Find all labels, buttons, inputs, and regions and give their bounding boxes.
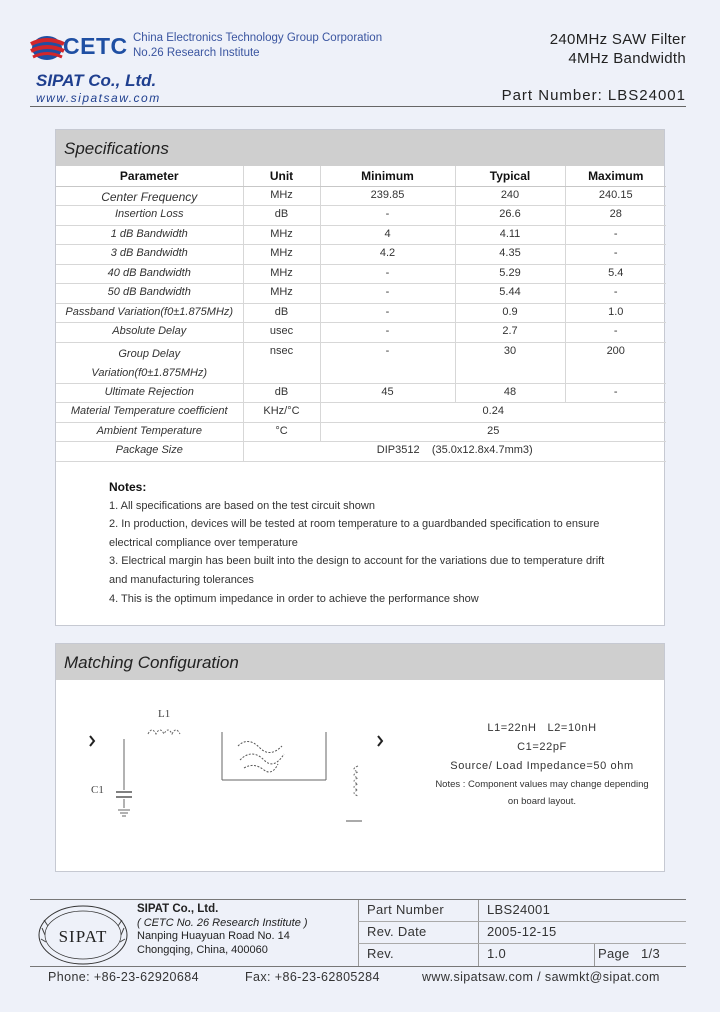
specifications-heading: Specifications (56, 130, 664, 166)
footer-divider-2 (478, 900, 479, 966)
header-divider (30, 106, 686, 107)
unit-cell: nsec (243, 342, 320, 383)
c1-label: C1 (91, 784, 104, 796)
footer-part-number-label: Part Number (367, 902, 444, 917)
table-row (56, 342, 666, 383)
unit-cell: dB (243, 383, 320, 403)
col-typical: Typical (455, 166, 565, 186)
footer-address-2: Chongqing, China, 400060 (137, 943, 268, 956)
inductor-l1-icon (148, 730, 180, 734)
table-row (56, 303, 666, 323)
param-cell: Passband Variation(f0±1.875MHz) (56, 303, 243, 323)
min-cell: 4 (320, 225, 455, 245)
footer-page-value: 1/3 (641, 946, 660, 961)
note-line: 3. Electrical margin has been built into the design to account for the variations due to temperature drift (109, 555, 605, 568)
footer-row-rule-2 (358, 943, 686, 944)
typ-cell: 5.29 (455, 264, 565, 284)
unit-cell: usec (243, 323, 320, 343)
matching-heading: Matching Configuration (56, 644, 664, 680)
param-cell-line-1: Group Delay (118, 347, 181, 360)
param-cell (56, 342, 243, 383)
typ-cell: 30 (455, 342, 565, 383)
company-line-1: China Electronics Technology Group Corporation (133, 32, 383, 44)
param-cell: Insertion Loss (56, 206, 243, 226)
param-cell: Center Frequency (56, 186, 243, 206)
part-number-title: Part Number: LBS24001 (501, 87, 686, 104)
footer-bottom-rule (30, 966, 686, 967)
max-cell: - (565, 323, 666, 343)
unit-cell: MHz (243, 264, 320, 284)
inductor-l2-icon (346, 766, 362, 821)
website-link[interactable]: www.sipatsaw.com (36, 91, 161, 105)
param-cell: Ambient Temperature (56, 422, 243, 442)
component-values (424, 719, 660, 810)
unit-cell: KHz/°C (243, 403, 320, 423)
footer-rev-value: 1.0 (487, 946, 506, 961)
value-cell: DIP3512 (35.0x12.8x4.7mm3) (243, 442, 666, 462)
l1-label: L1 (158, 708, 171, 720)
inductor-values: L1=22nH L2=10nH (487, 722, 597, 734)
max-cell: - (565, 284, 666, 304)
table-row (56, 442, 666, 462)
table-header-row (56, 166, 666, 186)
notes-title: Notes: (109, 480, 147, 494)
note-line: electrical compliance over temperature (109, 536, 298, 549)
matching-note-line-1: Notes : Component values may change depending (435, 779, 649, 790)
max-cell: 5.4 (565, 264, 666, 284)
cetc-logo (30, 30, 130, 70)
typ-cell: 240 (455, 186, 565, 206)
param-cell: Ultimate Rejection (56, 383, 243, 403)
footer-web-email[interactable]: www.sipatsaw.com / sawmkt@sipat.com (422, 970, 660, 984)
min-cell: - (320, 206, 455, 226)
min-cell: 45 (320, 383, 455, 403)
input-port-icon (90, 736, 94, 746)
table-row (56, 186, 666, 206)
min-cell: - (320, 303, 455, 323)
output-port-icon (378, 736, 382, 746)
table-row (56, 403, 666, 423)
sipat-name: SIPAT Co., Ltd. (36, 71, 157, 90)
matching-circuit-diagram (76, 694, 396, 834)
typ-cell: 48 (455, 383, 565, 403)
col-parameter: Parameter (56, 166, 243, 186)
footer-address-1: Nanping Huayuan Road No. 14 (137, 930, 290, 942)
min-cell: - (320, 284, 455, 304)
table-row (56, 422, 666, 442)
footer-phone: Phone: +86-23-62920684 (48, 970, 199, 984)
table-row (56, 383, 666, 403)
table-row (56, 225, 666, 245)
footer-company-sub: ( CETC No. 26 Research Institute ) (137, 916, 308, 929)
unit-cell: MHz (243, 225, 320, 245)
product-title-line-2: 4MHz Bandwidth (568, 50, 686, 67)
min-cell: - (320, 342, 455, 383)
unit-cell: °C (243, 422, 320, 442)
cetc-logo-text: CETC (63, 33, 128, 59)
matching-panel (55, 643, 665, 872)
table-row (56, 245, 666, 265)
table-row (56, 323, 666, 343)
table-row (56, 264, 666, 284)
unit-cell: MHz (243, 245, 320, 265)
cetc-globe-icon (30, 32, 66, 62)
max-cell: - (565, 245, 666, 265)
typ-cell: 0.9 (455, 303, 565, 323)
unit-cell: MHz (243, 284, 320, 304)
typ-cell: 4.35 (455, 245, 565, 265)
typ-cell: 2.7 (455, 323, 565, 343)
param-cell: 40 dB Bandwidth (56, 264, 243, 284)
company-line-2: No.26 Research Institute (133, 47, 260, 59)
max-cell: 1.0 (565, 303, 666, 323)
footer-divider-3 (594, 943, 595, 966)
value-cell: 25 (320, 422, 666, 442)
typ-cell: 26.6 (455, 206, 565, 226)
typ-cell: 4.11 (455, 225, 565, 245)
footer-row-rule-1 (358, 921, 686, 922)
footer-part-number-value: LBS24001 (487, 902, 551, 917)
footer-divider-1 (358, 900, 359, 966)
footer-company-name: SIPAT Co., Ltd. (137, 903, 219, 915)
matching-note-line-2: on board layout. (507, 796, 577, 807)
param-cell: Absolute Delay (56, 323, 243, 343)
table-row (56, 284, 666, 304)
max-cell: - (565, 383, 666, 403)
param-cell-line-2: Variation(f0±1.875MHz) (91, 366, 208, 379)
footer-rev-date-value: 2005-12-15 (487, 924, 557, 939)
unit-cell: dB (243, 303, 320, 323)
note-line: 2. In production, devices will be tested at room temperature to a guardbanded specification to ensure (109, 518, 600, 531)
note-line: and manufacturing tolerances (109, 573, 254, 586)
max-cell: 240.15 (565, 186, 666, 206)
specifications-table (56, 166, 666, 462)
capacitor-c1-icon (116, 739, 132, 816)
sipat-seal-icon (36, 904, 130, 966)
min-cell: 4.2 (320, 245, 455, 265)
param-cell: 1 dB Bandwidth (56, 225, 243, 245)
specifications-panel (55, 129, 665, 626)
note-line: 1. All specifications are based on the test circuit shown (109, 499, 375, 512)
value-cell: 0.24 (320, 403, 666, 423)
max-cell: 28 (565, 206, 666, 226)
footer-company-block (137, 903, 308, 957)
footer-fax: Fax: +86-23-62805284 (245, 970, 380, 984)
param-cell: 3 dB Bandwidth (56, 245, 243, 265)
unit-cell: dB (243, 206, 320, 226)
seal-text: SIPAT (58, 927, 108, 946)
footer-rev-date-label: Rev. Date (367, 924, 427, 939)
max-cell: 200 (565, 342, 666, 383)
table-row (56, 206, 666, 226)
product-title-line-1: 240MHz SAW Filter (549, 31, 686, 48)
note-line: 4. This is the optimum impedance in order to achieve the performance show (109, 592, 479, 605)
impedance-value: Source/ Load Impedance=50 ohm (450, 760, 634, 772)
unit-cell: MHz (243, 186, 320, 206)
saw-filter-icon (222, 732, 326, 780)
footer-page-label: Page (598, 946, 630, 961)
col-unit: Unit (243, 166, 320, 186)
min-cell: 239.85 (320, 186, 455, 206)
capacitor-value: C1=22pF (517, 741, 567, 753)
notes-block (109, 478, 604, 608)
max-cell: - (565, 225, 666, 245)
min-cell: - (320, 264, 455, 284)
typ-cell: 5.44 (455, 284, 565, 304)
parent-company (133, 31, 382, 61)
footer-rev-label: Rev. (367, 946, 394, 961)
product-title (550, 30, 686, 68)
param-cell: 50 dB Bandwidth (56, 284, 243, 304)
param-cell: Material Temperature coefficient (56, 403, 243, 423)
min-cell: - (320, 323, 455, 343)
col-minimum: Minimum (320, 166, 455, 186)
col-maximum: Maximum (565, 166, 666, 186)
param-cell: Package Size (56, 442, 243, 462)
